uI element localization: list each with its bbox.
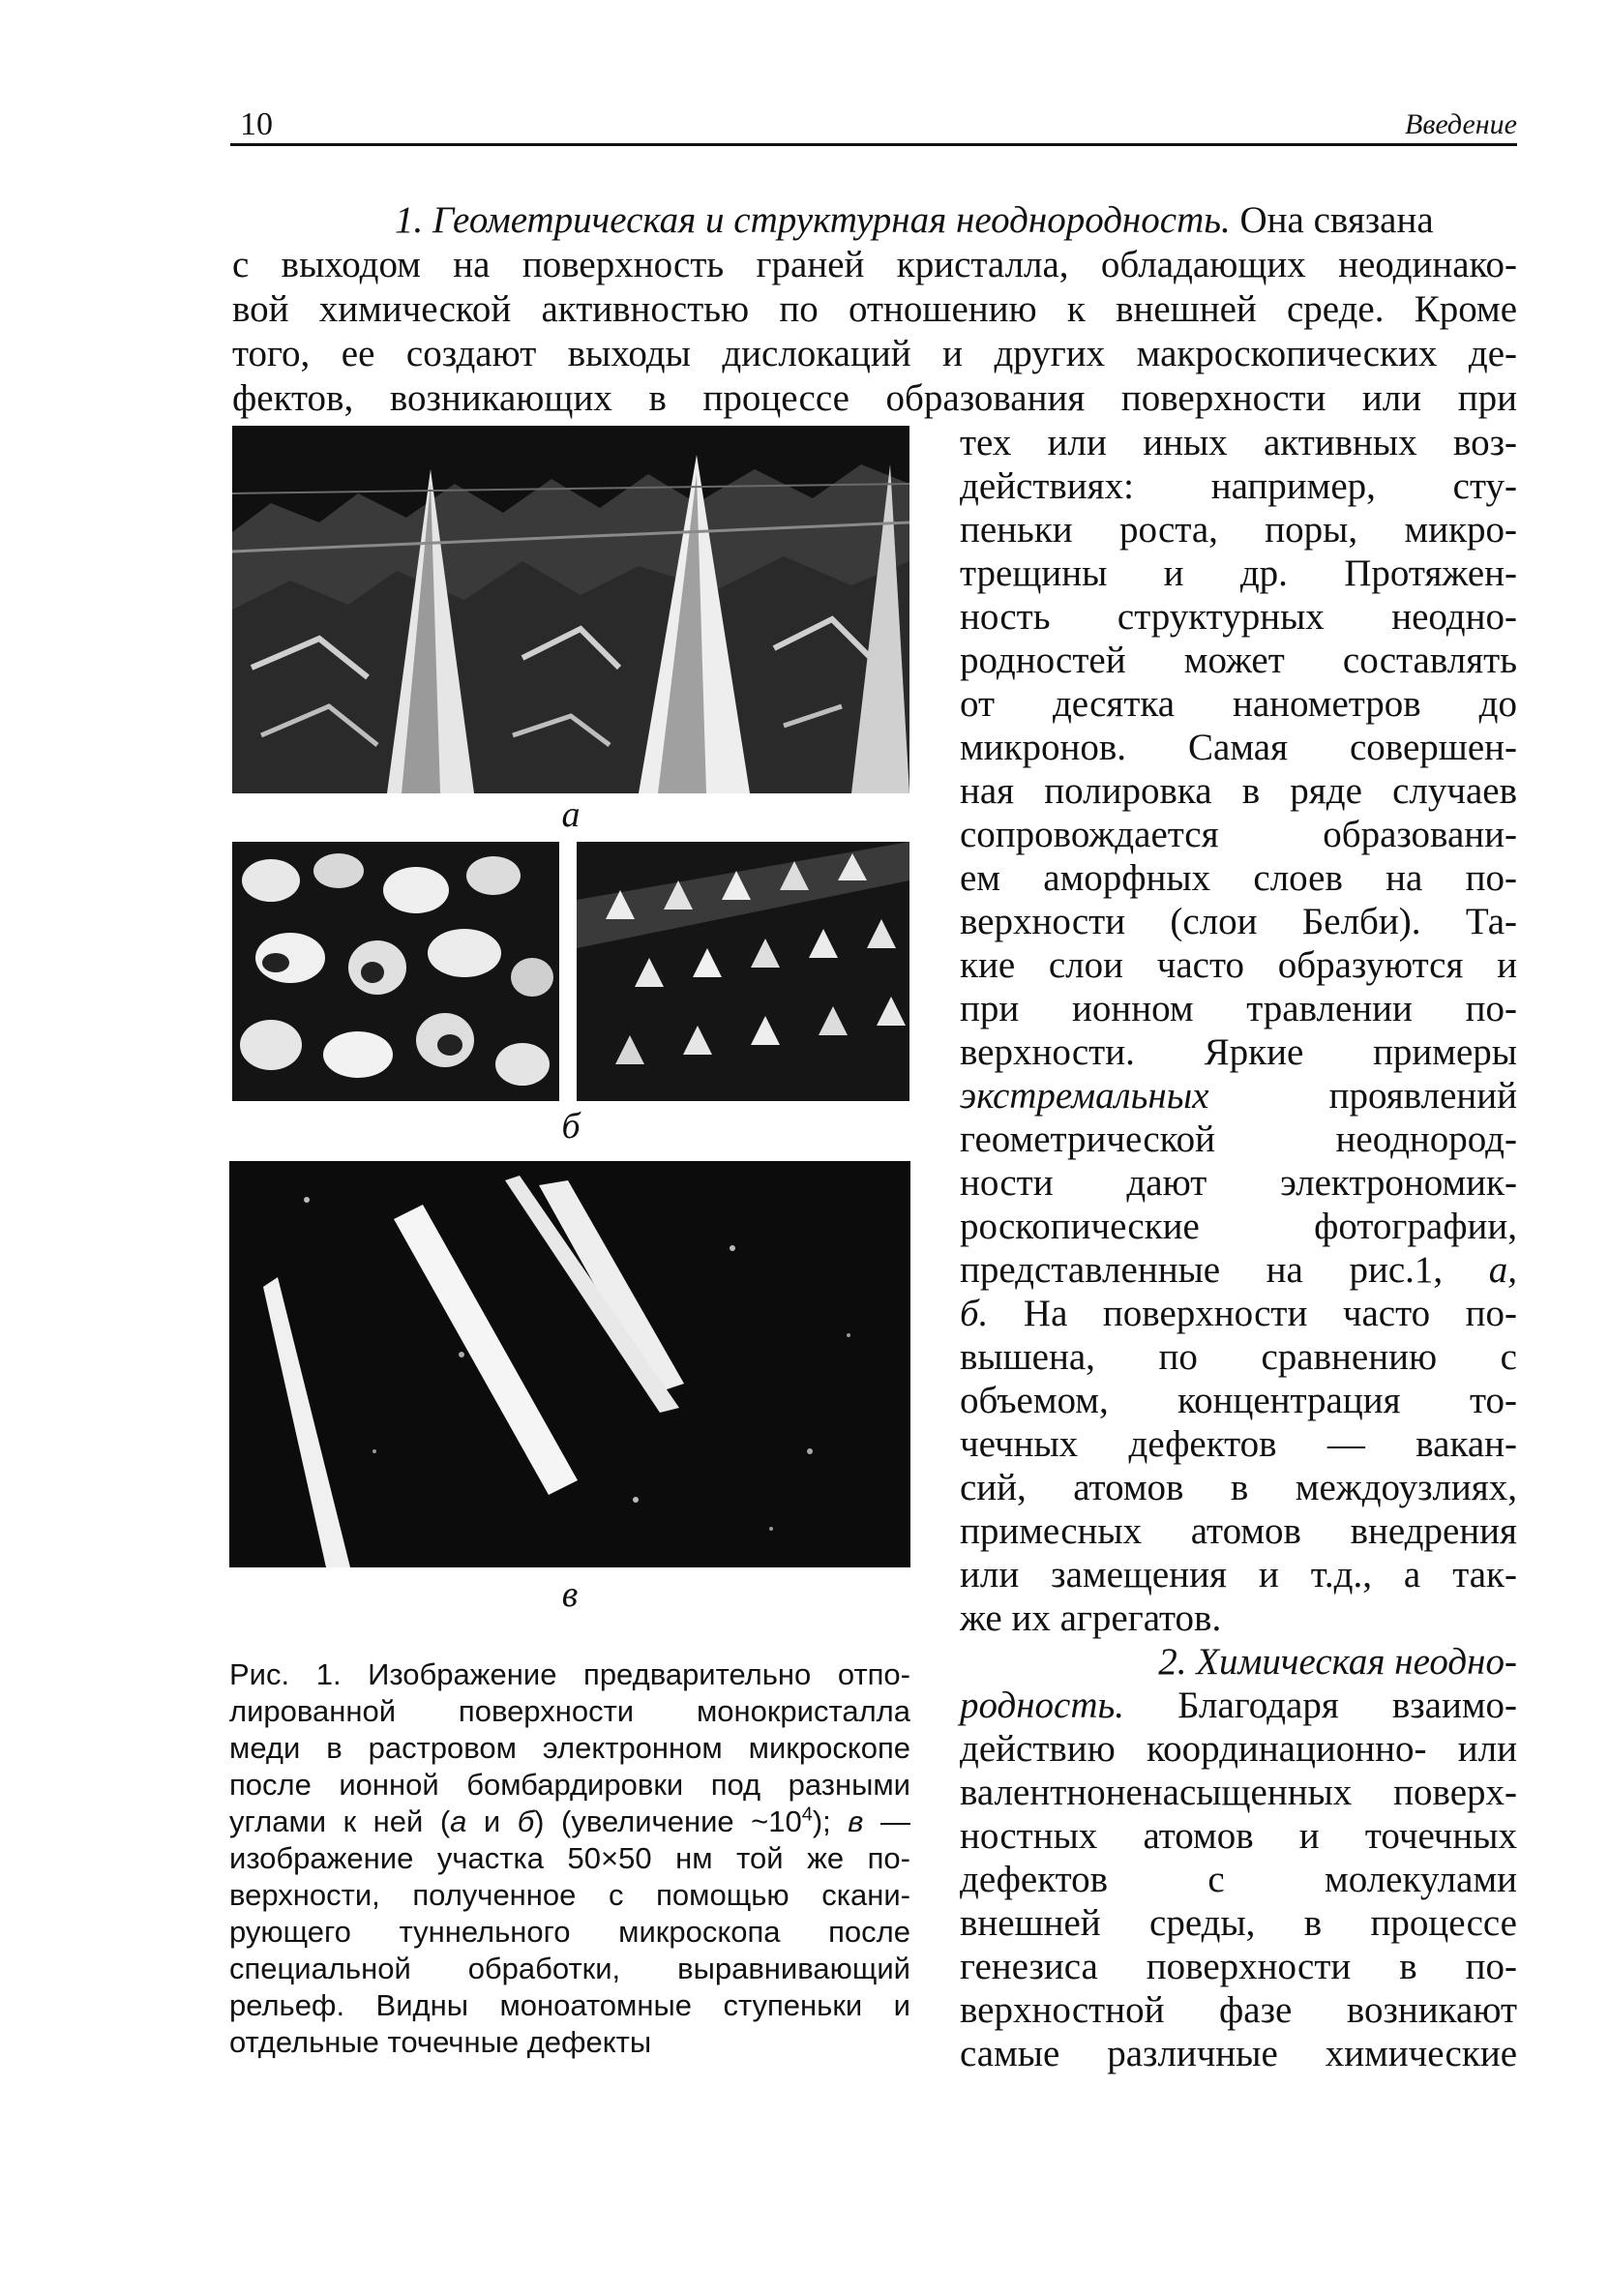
emphasis-tail: проявлений	[1328, 1075, 1517, 1117]
caption-magnification-exponent: 4	[801, 1804, 813, 1826]
fig-ref-post: На поверхности часто по-	[1023, 1293, 1518, 1334]
column-line: действию координационно- или	[960, 1728, 1517, 1770]
column-line: ность структурных неодно-	[960, 596, 1517, 638]
column-line: при ионном травлении по-	[960, 988, 1517, 1029]
caption-line5-post: ) (увеличение ~10	[534, 1804, 802, 1838]
column-line: роскопические фотографии,	[960, 1206, 1517, 1247]
section2-heading-line-2	[960, 1684, 1517, 1728]
section2-heading-tail: Благодаря взаимо-	[1177, 1685, 1517, 1726]
section1-intro-tail: Она связана	[1239, 199, 1434, 241]
caption-line5-tail: );	[812, 1804, 831, 1838]
column-line: пеньки роста, поры, микро-	[960, 509, 1517, 551]
section1-heading-number: 1.	[395, 199, 424, 241]
figure-label-c: в	[561, 1574, 579, 1615]
figure-caption-line: лированной поверхности монокристалла	[229, 1694, 910, 1728]
column-line: тех или иных активных воз-	[960, 422, 1517, 463]
column-line: геометрической неоднород-	[960, 1118, 1517, 1160]
figure-caption-line: Рис. 1. Изображение предварительно отпо-	[229, 1657, 910, 1691]
column-line: вышена, по сравнению с	[960, 1336, 1517, 1378]
fig-ref-pre: представленные на рис.1,	[960, 1249, 1444, 1291]
column-line: микронов. Самая совершен-	[960, 727, 1517, 768]
column-line: верхности. Яркие примеры	[960, 1031, 1517, 1073]
figure-caption-line-with-refs	[229, 1804, 910, 1839]
section2-heading-part1: 2. Химическая неодно-	[1158, 1641, 1517, 1683]
figure-caption-line: рельеф. Видны моноатомные ступеньки и	[229, 1988, 910, 2022]
fig-ref-a: а,	[1488, 1249, 1517, 1291]
caption-ref-a: а	[450, 1804, 467, 1838]
caption-line5-mid: и	[466, 1804, 518, 1838]
column-line: же их агрегатов.	[960, 1597, 1222, 1639]
section2-heading-part2: родность.	[960, 1685, 1125, 1726]
column-line: внешней среды, в процессе	[960, 1902, 1517, 1944]
figure-caption-line: отдельные точечные дефекты	[229, 2025, 652, 2059]
section1-heading: Геометрическая и структурная неоднородность.	[432, 199, 1231, 241]
caption-ref-c: в	[848, 1804, 864, 1838]
body-line: вой химической активностью по отношению к внешней среде. Кроме	[232, 288, 1517, 330]
caption-line5-pre: углами к ней (	[229, 1804, 451, 1838]
column-line: ностных атомов и точечных	[960, 1815, 1517, 1857]
column-line: от десятка нанометров до	[960, 683, 1517, 725]
column-line: объемом, концентрация то-	[960, 1380, 1517, 1421]
column-line: генезиса поверхности в по-	[960, 1946, 1517, 1987]
column-line: ем аморфных слоев на по-	[960, 857, 1517, 899]
figure-label-a: а	[561, 794, 581, 835]
running-title: Введение	[1405, 108, 1517, 140]
column-line-emph	[960, 1074, 1517, 1118]
fig-ref-b: б.	[960, 1293, 989, 1334]
figure-reference-line-2	[960, 1292, 1517, 1336]
section1-first-line	[232, 198, 1517, 243]
caption-dash: —	[880, 1804, 910, 1838]
section2-heading-line	[960, 1640, 1517, 1685]
column-line: ности дают электрономик-	[960, 1162, 1517, 1204]
figure-caption-line: после ионной бомбардировки под разными	[229, 1768, 910, 1802]
column-line: кие слои часто образуются и	[960, 944, 1517, 986]
caption-ref-b: б	[517, 1804, 535, 1838]
figure-reference-line	[960, 1248, 1517, 1293]
figure-caption-line: изображение участка 50×50 нм той же по-	[229, 1841, 910, 1875]
figure-panel-b-right-micrograph	[577, 842, 909, 1101]
column-line: родностей может составлять	[960, 640, 1517, 681]
figure-caption-line: верхности, полученное с помощью скани-	[229, 1878, 910, 1912]
column-line: трещины и др. Протяжен-	[960, 552, 1517, 594]
column-line: ная полировка в ряде случаев	[960, 770, 1517, 812]
column-line: чечных дефектов — вакан-	[960, 1423, 1517, 1465]
emphasis-word: экстремальных	[960, 1075, 1209, 1117]
figure-caption-line: меди в растровом электронном микроскопе	[229, 1731, 910, 1765]
column-line: валентноненасыщенных поверх-	[960, 1772, 1517, 1813]
figure-label-b: б	[561, 1106, 581, 1147]
body-line: фектов, возникающих в процессе образования поверхности или при	[232, 377, 1517, 419]
figure-panel-a-micrograph	[232, 426, 909, 793]
column-line: верхности (слои Белби). Та-	[960, 901, 1517, 942]
page-number: 10	[240, 106, 273, 142]
body-line: с выходом на поверхность граней кристалла, обладающих неодинако-	[232, 244, 1517, 285]
column-line: сий, атомов в междоузлиях,	[960, 1467, 1517, 1508]
body-line: того, ее создают выходы дислокаций и других макроскопических де-	[232, 333, 1517, 374]
column-line: действиях: например, сту-	[960, 465, 1517, 507]
column-line: верхностной фазе возникают	[960, 1989, 1517, 2031]
figure-panel-b-left-micrograph	[232, 842, 559, 1101]
figure-caption-line: специальной обработки, выравнивающий	[229, 1952, 910, 1985]
column-line: или замещения и т.д., а так-	[960, 1554, 1517, 1595]
figure-caption-line: рующего туннельного микроскопа после	[229, 1915, 910, 1949]
column-line: сопровождается образовани-	[960, 814, 1517, 855]
page-header	[230, 106, 1517, 146]
column-line: примесных атомов внедрения	[960, 1510, 1517, 1552]
figure-panel-c-stm-image	[229, 1161, 910, 1567]
column-line: самые различные химические	[960, 2033, 1517, 2074]
column-line: дефектов с молекулами	[960, 1859, 1517, 1900]
